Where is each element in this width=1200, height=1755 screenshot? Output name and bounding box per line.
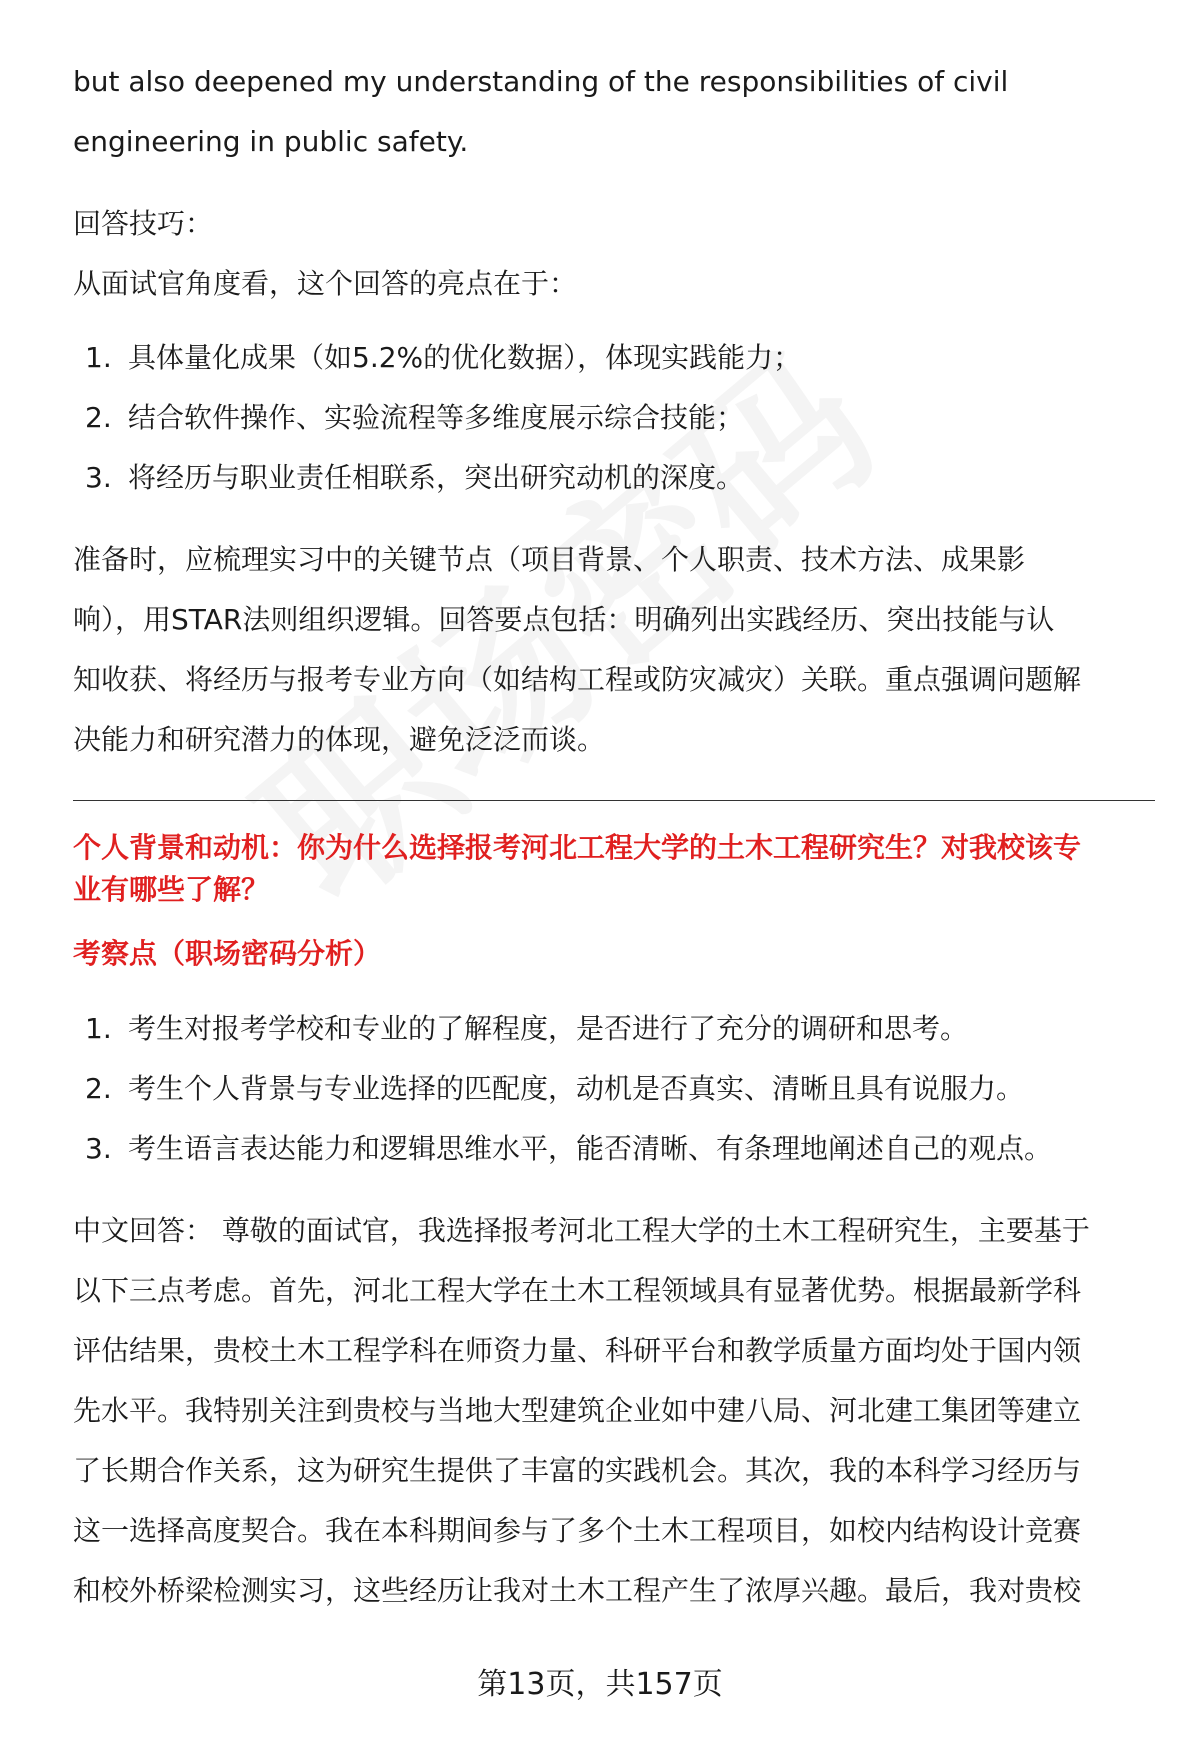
list-item-number: 2. (85, 1072, 112, 1105)
list-item-number: 1. (85, 1012, 112, 1045)
list-item (73, 999, 1153, 1059)
assessment-list (73, 999, 1153, 1179)
list-item-number: 3. (85, 1132, 112, 1165)
question-heading-line: 个人背景和动机：你为什么选择报考河北工程大学的土木工程研究生？对我校该专 (73, 831, 1082, 864)
list-item (73, 1119, 1153, 1179)
page-content (73, 52, 1153, 1621)
list-item-text: 考生对报考学校和专业的了解程度，是否进行了充分的调研和思考。 (128, 1012, 969, 1045)
list-item-number: 3. (85, 461, 112, 494)
tips-intro: 从面试官角度看，这个回答的亮点在于： (73, 267, 578, 300)
question-heading-line: 业有哪些了解？ (73, 873, 270, 906)
list-item-text: 具体量化成果（如5.2%的优化数据），体现实践能力； (128, 341, 802, 374)
list-item-number: 2. (85, 401, 112, 434)
list-item-text: 将经历与职业责任相联系，突出研究动机的深度。 (128, 461, 745, 494)
tips-list (73, 328, 1153, 508)
paragraph-line: 响），用STAR法则组织逻辑。回答要点包括：明确列出实践经历、突出技能与认 (73, 603, 1055, 636)
list-item (73, 1059, 1153, 1119)
paragraph-line: 准备时，应梳理实习中的关键节点（项目背景、个人职责、技术方法、成果影 (73, 543, 1026, 576)
prep-paragraph (73, 530, 1153, 770)
list-item (73, 328, 1153, 388)
paragraph-line: 和校外桥梁检测实习，这些经历让我对土木工程产生了浓厚兴趣。最后，我对贵校 (73, 1574, 1082, 1607)
paragraph-line: 以下三点考虑。首先，河北工程大学在土木工程领域具有显著优势。根据最新学科 (73, 1274, 1082, 1307)
page-number-footer: 第13页，共157页 (477, 1667, 723, 1702)
list-item-text: 考生个人背景与专业选择的匹配度，动机是否真实、清晰且具有说服力。 (128, 1072, 1025, 1105)
answer-paragraph (73, 1201, 1153, 1621)
list-item-text: 结合软件操作、实验流程等多维度展示综合技能； (128, 401, 745, 434)
tips-heading: 回答技巧： (73, 207, 214, 240)
paragraph-line: 评估结果，贵校土木工程学科在师资力量、科研平台和教学质量方面均处于国内领 (73, 1334, 1082, 1367)
list-item (73, 388, 1153, 448)
paragraph-line: but also deepened my understanding of the responsibilities of civil (73, 65, 1009, 98)
paragraph-line: engineering in public safety. (73, 125, 469, 158)
paragraph-line: 了长期合作关系，这为研究生提供了丰富的实践机会。其次，我的本科学习经历与 (73, 1454, 1082, 1487)
assessment-heading: 考察点（职场密码分析） (73, 937, 382, 970)
list-item (73, 448, 1153, 508)
list-item-text: 考生语言表达能力和逻辑思维水平，能否清晰、有条理地阐述自己的观点。 (128, 1132, 1053, 1165)
paragraph-line: 知收获、将经历与报考专业方向（如结构工程或防灾减灾）关联。重点强调问题解 (73, 663, 1082, 696)
list-item-number: 1. (85, 341, 112, 374)
paragraph-line: 中文回答： 尊敬的面试官，我选择报考河北工程大学的土木工程研究生，主要基于 (73, 1214, 1090, 1247)
paragraph-line: 决能力和研究潜力的体现，避免泛泛而谈。 (73, 723, 606, 756)
paragraph-line: 这一选择高度契合。我在本科期间参与了多个土木工程项目，如校内结构设计竞赛 (73, 1514, 1082, 1547)
paragraph-line: 先水平。我特别关注到贵校与当地大型建筑企业如中建八局、河北建工集团等建立 (73, 1394, 1082, 1427)
section-divider (73, 800, 1155, 801)
